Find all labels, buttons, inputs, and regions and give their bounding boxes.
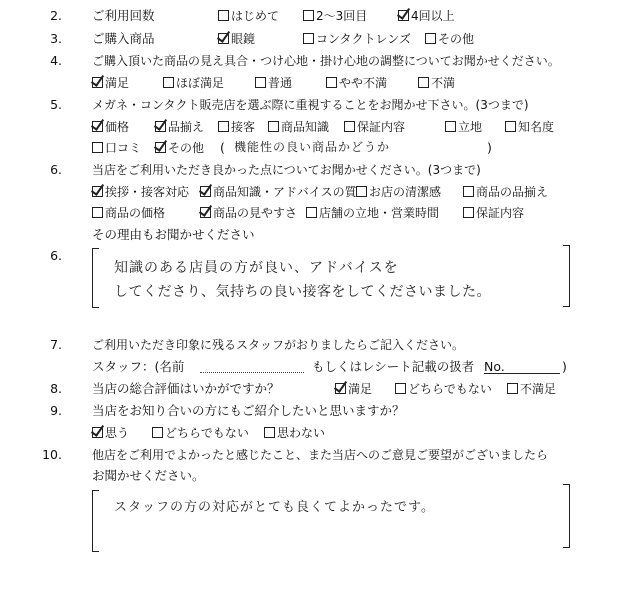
q6-label: 当店をご利用いただき良かった点についてお聞かせください。(3つまで): [92, 163, 481, 177]
q9-number: 9.: [50, 403, 62, 418]
q5-other-close-paren: ): [487, 140, 492, 155]
q6-option-lineup[interactable]: 商品の品揃え: [463, 184, 548, 200]
q5-option-reviews[interactable]: 口コミ: [92, 140, 141, 156]
checkbox[interactable]: [418, 77, 429, 88]
q7-staff-name-line[interactable]: [200, 372, 304, 373]
q4-option-mostly[interactable]: ほぼ満足: [163, 75, 224, 91]
checkbox[interactable]: [463, 207, 474, 218]
q3-option-glasses[interactable]: 眼鏡: [218, 31, 255, 47]
q3-label: ご購入商品: [92, 31, 155, 46]
q7-close-paren: ): [562, 359, 567, 374]
q10-label-line2: お聞かせください。: [92, 468, 205, 483]
q5-other-handwritten[interactable]: 機能性の良い商品かどうか: [234, 140, 391, 154]
q5-number: 5.: [50, 97, 62, 112]
checkbox[interactable]: [264, 427, 275, 438]
q5-option-selection[interactable]: 品揃え: [155, 119, 204, 135]
q6-reason-label: その理由もお聞かせください: [92, 227, 255, 242]
checkbox[interactable]: [425, 33, 436, 44]
checkbox[interactable]: [445, 121, 456, 132]
checkbox[interactable]: [163, 77, 174, 88]
q5-option-other[interactable]: その他: [155, 140, 204, 156]
checkbox-checked[interactable]: [92, 186, 103, 197]
checkbox[interactable]: [218, 10, 229, 21]
q5-option-fame[interactable]: 知名度: [505, 119, 554, 135]
checkbox[interactable]: [395, 383, 406, 394]
q2-option-second[interactable]: 2～3回目: [303, 8, 367, 24]
q7-receipt-label: もしくはレシート記載の扱者: [312, 359, 475, 374]
q7-number: 7.: [50, 337, 62, 352]
q3-option-contacts[interactable]: コンタクトレンズ: [303, 31, 411, 47]
q9-option-no[interactable]: 思わない: [264, 425, 325, 441]
checkbox[interactable]: [218, 121, 229, 132]
checkbox[interactable]: [303, 10, 314, 21]
q5-other-open-paren: (: [220, 140, 225, 155]
checkbox[interactable]: [326, 77, 337, 88]
q8-option-neutral[interactable]: どちらでもない: [395, 381, 492, 397]
q5-option-service[interactable]: 接客: [218, 119, 255, 135]
q4-option-satisfied[interactable]: 満足: [92, 75, 129, 91]
q7-no-label: No.: [484, 359, 505, 374]
q6-reason-bracket-right: [563, 245, 570, 307]
q6-number-repeat: 6.: [50, 248, 62, 263]
checkbox-checked[interactable]: [398, 10, 409, 21]
checkbox[interactable]: [268, 121, 279, 132]
checkbox[interactable]: [463, 186, 474, 197]
q8-label: 当店の総合評価はいかがですか？: [92, 381, 280, 396]
q9-label: 当店をお知り合いの方にもご紹介したいと思いますか？: [92, 403, 405, 418]
q4-label: ご購入頂いた商品の見え具合・つけ心地・掛け心地の調整についてお聞かせください。: [92, 54, 560, 68]
q10-bracket-left: [92, 490, 99, 552]
q6-option-advice[interactable]: 商品知識・アドバイスの質: [200, 184, 357, 200]
q7-staff-label: スタッフ：(名前: [92, 359, 185, 374]
q5-option-warranty[interactable]: 保証内容: [344, 119, 405, 135]
q10-bracket-right: [563, 484, 570, 548]
q6-option-hours[interactable]: 店舗の立地・営業時間: [306, 205, 439, 221]
q3-number: 3.: [50, 31, 62, 46]
checkbox[interactable]: [344, 121, 355, 132]
q6-option-visibility[interactable]: 商品の見やすさ: [200, 205, 297, 221]
q2-option-first[interactable]: はじめて: [218, 8, 279, 24]
q4-option-somewhat[interactable]: やや不満: [326, 75, 387, 91]
checkbox[interactable]: [255, 77, 266, 88]
checkbox[interactable]: [92, 142, 103, 153]
q8-option-satisfied[interactable]: 満足: [335, 381, 372, 397]
checkbox[interactable]: [505, 121, 516, 132]
q6-option-warranty[interactable]: 保証内容: [463, 205, 524, 221]
q4-number: 4.: [50, 53, 62, 68]
checkbox-checked[interactable]: [155, 142, 166, 153]
checkbox[interactable]: [306, 207, 317, 218]
checkbox[interactable]: [507, 383, 518, 394]
q8-option-unsatisfied[interactable]: 不満足: [507, 381, 556, 397]
q6-option-cleanliness[interactable]: お店の清潔感: [356, 184, 441, 200]
q6-number: 6.: [50, 162, 62, 177]
q2-option-fourth[interactable]: 4回以上: [398, 8, 455, 24]
q4-option-normal[interactable]: 普通: [255, 75, 292, 91]
checkbox[interactable]: [303, 33, 314, 44]
q5-option-price[interactable]: 価格: [92, 119, 129, 135]
checkbox[interactable]: [92, 207, 103, 218]
q8-number: 8.: [50, 381, 62, 396]
q6-reason-bracket-left: [92, 248, 99, 308]
q10-label: 他店をご利用でよかったと感じたこと、また当店へのご意見ご要望がございましたら: [92, 448, 549, 462]
q6-option-price[interactable]: 商品の価格: [92, 205, 165, 221]
q10-handwritten-answer[interactable]: スタッフの方の対応がとても良くてよかったです。: [114, 500, 435, 515]
q4-option-unsatisfied[interactable]: 不満: [418, 75, 455, 91]
q6-option-greeting[interactable]: 挨拶・接客対応: [92, 184, 189, 200]
q6-reason-handwritten-line2: してくださり、気持ちの良い接客をしてくださいました。: [114, 284, 491, 300]
q2-number: 2.: [50, 8, 62, 23]
q3-option-other[interactable]: その他: [425, 31, 474, 47]
q2-label: ご利用回数: [92, 8, 155, 23]
q5-option-location[interactable]: 立地: [445, 119, 482, 135]
checkbox-checked[interactable]: [92, 427, 103, 438]
q10-number: 10.: [42, 447, 62, 462]
checkbox-checked[interactable]: [335, 383, 346, 394]
q5-label: メガネ・コンタクト販売店を選ぶ際に重視することをお聞かせ下さい。(3つまで): [92, 98, 529, 112]
checkbox[interactable]: [356, 186, 367, 197]
q7-no-field[interactable]: [484, 373, 560, 374]
checkbox-checked[interactable]: [92, 121, 103, 132]
checkbox-checked[interactable]: [200, 186, 211, 197]
checkbox[interactable]: [152, 427, 163, 438]
q6-reason-handwritten-line1: 知識のある店員の方が良い、アドバイスを: [114, 260, 399, 276]
checkbox-checked[interactable]: [155, 121, 166, 132]
q9-option-yes[interactable]: 思う: [92, 425, 129, 441]
q9-option-neutral[interactable]: どちらでもない: [152, 425, 249, 441]
q5-option-knowledge[interactable]: 商品知識: [268, 119, 329, 135]
checkbox-checked[interactable]: [218, 33, 229, 44]
checkbox-checked[interactable]: [200, 207, 211, 218]
checkbox-checked[interactable]: [92, 77, 103, 88]
q7-label: ご利用いただき印象に残るスタッフがおりましたらご記入ください。: [92, 338, 465, 352]
